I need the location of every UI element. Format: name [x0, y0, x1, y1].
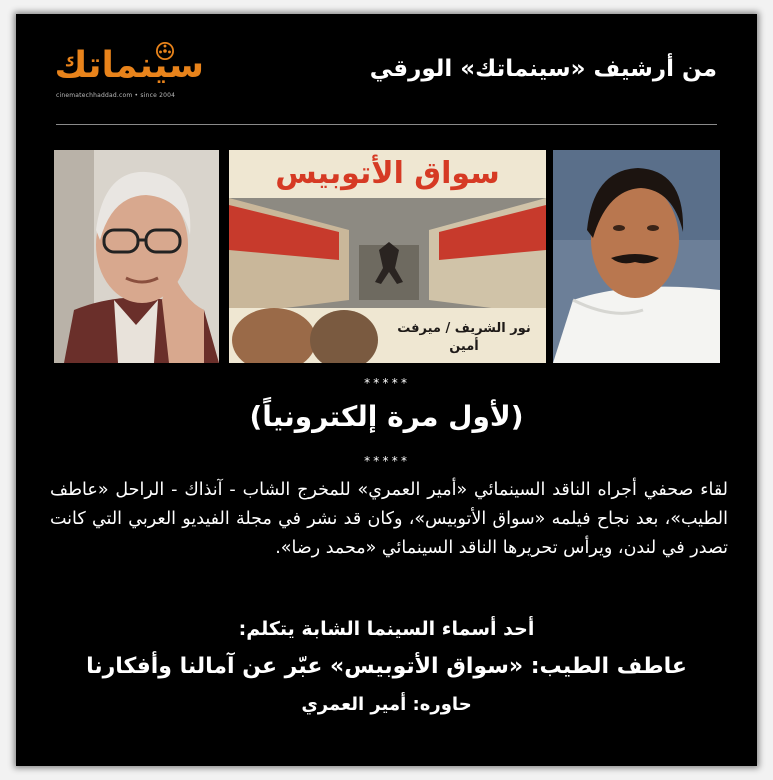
article-subhead: أحد أسماء السينما الشابة يتكلم:: [238, 618, 535, 640]
first-time-online-heading: (لأول مرة إلكترونياً): [249, 400, 524, 433]
film-poster: [229, 150, 546, 363]
header: [56, 36, 717, 116]
header-divider: [56, 124, 717, 125]
article-card: [16, 14, 757, 766]
article-headline: عاطف الطيب: «سواق الأتوبيس» عبّر عن آمالنا وأفكارنا: [86, 654, 687, 679]
stars-divider-top: *****: [363, 376, 410, 390]
portrait-critic-photo: [54, 150, 219, 363]
logo-wordmark: سينماتك: [54, 45, 204, 86]
page-title: من أرشيف «سينماتك» الورقي: [369, 56, 717, 82]
poster-cast: نور الشريف / ميرفت أمين: [397, 321, 531, 354]
stars-divider-bottom: *****: [363, 454, 410, 468]
logo-subtext: cinematechhaddad.com • since 2004: [56, 92, 176, 99]
article-intro-paragraph: لقاء صحفي أجراه الناقد السينمائي «أمير العمري» للمخرج الشاب - آنذاك - الراحل «عاطف الطيب»، بعد نجاح فيلمه «سواق الأتوبيس»، وكان قد نشر في مجلة الفيديو العربي التي كانت تصدر في لندن، ويرأس تحريرها الناقد السينمائي «محمد رضا».: [50, 480, 728, 558]
photo-row: [54, 150, 721, 365]
portrait-director-photo: [553, 150, 720, 363]
article-byline: حاوره: أمير العمري: [301, 694, 472, 715]
cinematech-logo[interactable]: [56, 44, 226, 104]
poster-title: سواق الأتوبيس: [275, 156, 500, 191]
